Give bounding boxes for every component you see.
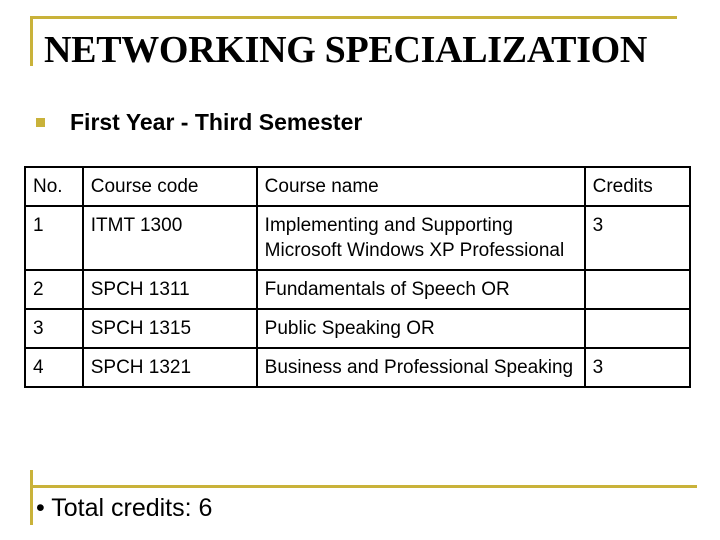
slide-subtitle: First Year - Third Semester — [70, 109, 363, 135]
cell-no: 4 — [25, 348, 83, 387]
cell-course-name: Implementing and Supporting Microsoft Windows XP Professional — [257, 206, 585, 270]
frame-bottom-left-line — [30, 470, 33, 525]
cell-course-code: SPCH 1315 — [83, 309, 257, 348]
table-row — [25, 309, 690, 348]
cell-credits — [585, 270, 690, 309]
cell-credits — [585, 309, 690, 348]
cell-no: 3 — [25, 309, 83, 348]
header-course-code: Course code — [83, 167, 257, 206]
total-credits: • Total credits: 6 — [36, 494, 213, 522]
cell-course-name: Public Speaking OR — [257, 309, 585, 348]
header-no: No. — [25, 167, 83, 206]
cell-course-code: ITMT 1300 — [83, 206, 257, 270]
square-bullet-icon — [36, 118, 45, 127]
cell-course-code: SPCH 1311 — [83, 270, 257, 309]
table-row — [25, 206, 690, 270]
cell-course-name: Fundamentals of Speech OR — [257, 270, 585, 309]
course-table — [24, 166, 691, 388]
cell-no: 2 — [25, 270, 83, 309]
table-row — [25, 348, 690, 387]
header-credits: Credits — [585, 167, 690, 206]
header-course-name: Course name — [257, 167, 585, 206]
cell-credits: 3 — [585, 348, 690, 387]
slide-title: NETWORKING SPECIALIZATION — [44, 29, 648, 71]
frame-left-line — [30, 16, 33, 66]
cell-course-name: Business and Professional Speaking — [257, 348, 585, 387]
table-row — [25, 270, 690, 309]
table-header-row — [25, 167, 690, 206]
cell-credits: 3 — [585, 206, 690, 270]
frame-bottom-line — [30, 485, 697, 488]
cell-no: 1 — [25, 206, 83, 270]
frame-top-line — [30, 16, 677, 19]
subtitle-bullet-item — [36, 108, 362, 136]
cell-course-code: SPCH 1321 — [83, 348, 257, 387]
